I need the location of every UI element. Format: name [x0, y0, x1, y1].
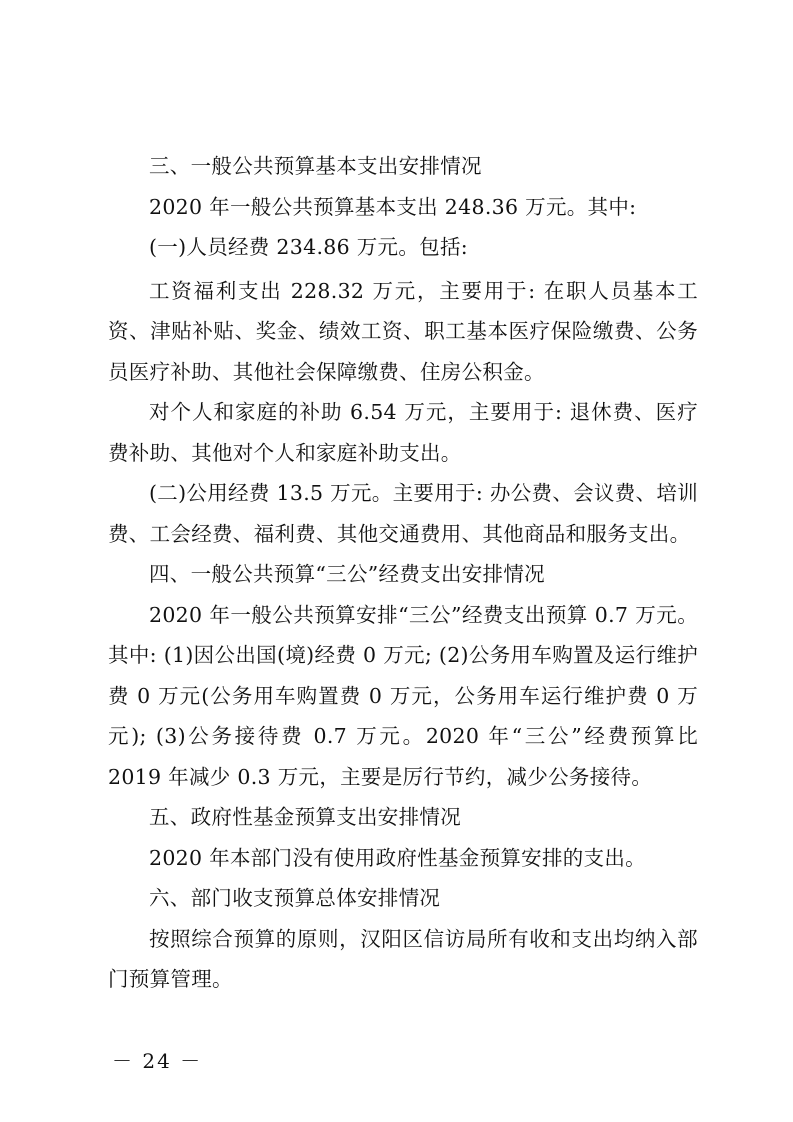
paragraph-personal-subsidy: 对个人和家庭的补助 6.54 万元，主要用于: 退休费、医疗费补助、其他对个人和家庭补助支出。 — [108, 400, 698, 465]
section-heading-6: 六、部门收支预算总体安排情况 — [149, 886, 441, 910]
document-body — [108, 146, 698, 1000]
section-heading-5: 五、政府性基金预算支出安排情况 — [149, 805, 461, 829]
paragraph-personnel-funds: (一)人员经费 234.86 万元。包括: — [149, 235, 468, 259]
page-number: － 24 － — [112, 1049, 203, 1073]
section-heading-4: 四、一般公共预算“三公”经费支出安排情况 — [149, 562, 545, 586]
paragraph-three-public-expenses: 2020 年一般公共预算安排“三公”经费支出预算 0.7 万元。其中: (1)因公出国(境)经费 0 万元; (2)公务用车购置及运行维护费 0 万元(公务用车购置费 0 万元，公务用车运行维护费 0 万元); (3)公务接待费 0.7 万元。2020 年“三公”经费预算比 2019 年减少 0.3 万元，主要是厉行节约，减少公务接待。 — [108, 602, 698, 789]
section-heading-3: 三、一般公共预算基本支出安排情况 — [149, 154, 482, 178]
paragraph-public-funds: (二)公用经费 13.5 万元。主要用于: 办公费、会议费、培训费、工会经费、福利费、其他交通费用、其他商品和服务支出。 — [108, 481, 698, 546]
paragraph-overall-budget: 按照综合预算的原则，汉阳区信访局所有收和支出均纳入部门预算管理。 — [108, 926, 698, 991]
paragraph-basic-expenditure: 2020 年一般公共预算基本支出 248.36 万元。其中: — [149, 194, 637, 219]
paragraph-wages-welfare: 工资福利支出 228.32 万元，主要用于: 在职人员基本工资、津贴补贴、奖金、绩效工资、职工基本医疗保险缴费、公务员医疗补助、其他社会保障缴费、住房公积金。 — [108, 278, 698, 384]
paragraph-government-funds: 2020 年本部门没有使用政府性基金预算安排的支出。 — [149, 845, 646, 870]
